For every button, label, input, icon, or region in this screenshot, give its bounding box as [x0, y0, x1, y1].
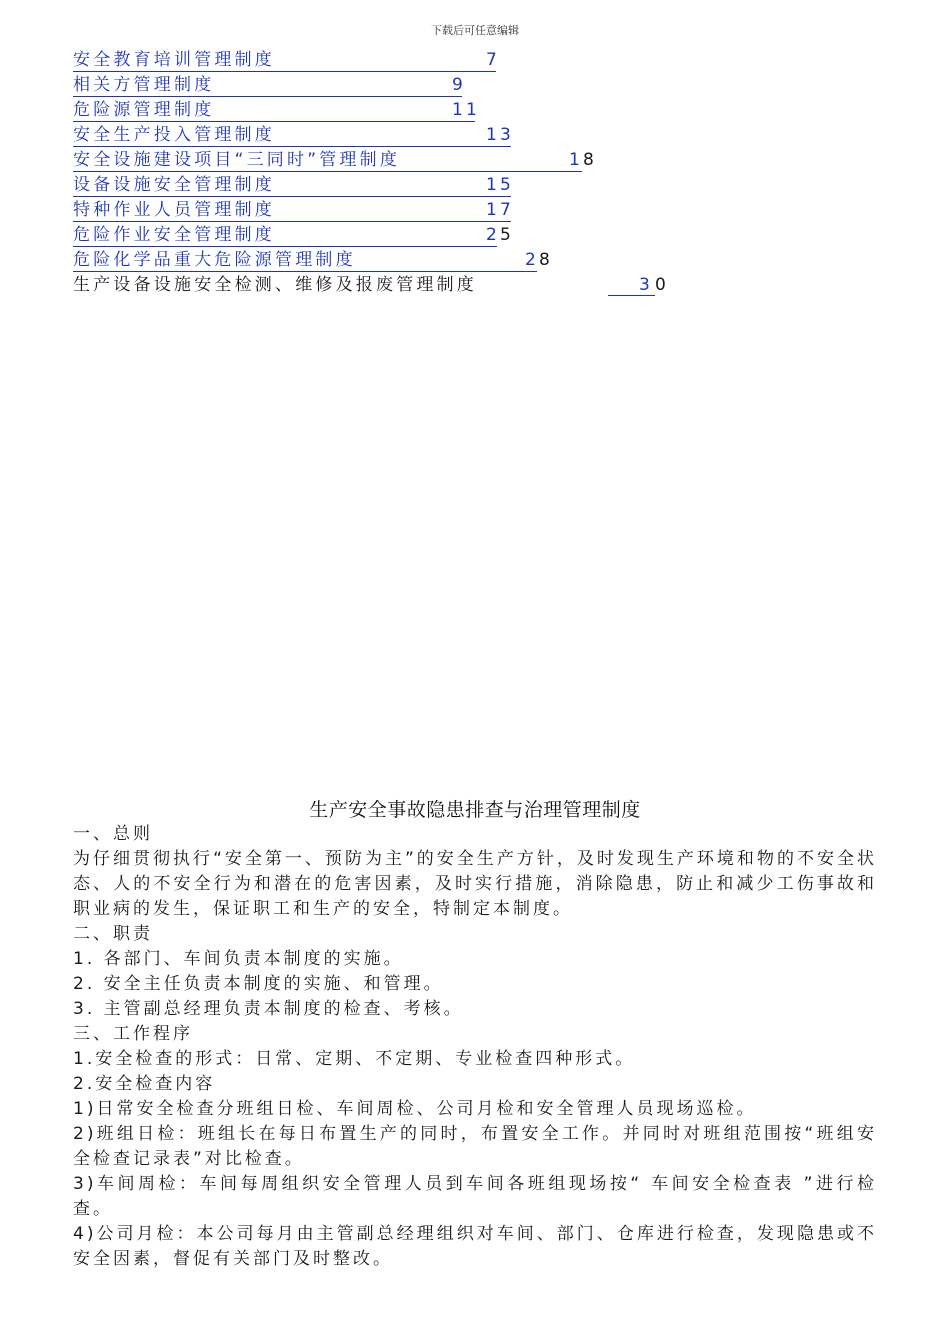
toc-link[interactable]: 安全设施建设项目“三同时”管理制度	[73, 150, 582, 172]
toc-entry[interactable]	[73, 100, 893, 125]
toc-page-number[interactable]: 9	[452, 75, 467, 95]
toc-link[interactable]: 危险源管理制度	[73, 100, 475, 122]
toc-link[interactable]: 危险作业安全管理制度	[73, 225, 497, 247]
toc-page-number[interactable]: 13	[486, 125, 515, 145]
list-item: 3)车间周检：车间每周组织安全管理人员到车间各班组现场按“ 车间安全检查表 ”进行检查。	[73, 1174, 877, 1219]
list-item: 1.安全检查的形式：日常、定期、不定期、专业检查四种形式。	[73, 1049, 636, 1069]
toc-entry[interactable]	[73, 150, 893, 175]
document-body	[73, 822, 877, 1272]
list-item: 1)日常安全检查分班组日检、车间周检、公司月检和安全管理人员现场巡检。	[73, 1099, 757, 1119]
list-item: 2. 安全主任负责本制度的实施、和管理。	[73, 974, 444, 994]
list-item: 1. 各部门、车间负责本制度的实施。	[73, 949, 404, 969]
list-item: 2)班组日检：班组长在每日布置生产的同时，布置安全工作。并同时对班组范围按“班组安全检查记录表”对比检查。	[73, 1124, 877, 1169]
toc-link[interactable]: 设备设施安全管理制度	[73, 175, 511, 197]
toc-link[interactable]: 相关方管理制度	[73, 75, 462, 97]
toc-entry[interactable]	[73, 275, 893, 300]
toc-entry[interactable]	[73, 175, 893, 200]
toc-page-number[interactable]: 15	[486, 175, 515, 195]
section-heading: 一、总则	[73, 824, 153, 844]
toc-page-number[interactable]: 1	[569, 150, 584, 170]
list-item: 3. 主管副总经理负责本制度的检查、考核。	[73, 999, 464, 1019]
list-item: 2.安全检查内容	[73, 1074, 216, 1094]
toc-link[interactable]: 特种作业人员管理制度	[73, 200, 511, 222]
toc-entry[interactable]	[73, 50, 893, 75]
toc-entry[interactable]	[73, 200, 893, 225]
toc-page-number-tail: 8	[583, 150, 594, 170]
section-heading: 二、职责	[73, 924, 153, 944]
toc-entry[interactable]	[73, 250, 893, 275]
toc-page-number-tail: 8	[539, 250, 550, 270]
toc-entry[interactable]	[73, 125, 893, 150]
toc-page-number[interactable]: 2	[486, 225, 501, 245]
toc-entry-text: 生产设备设施安全检测、维修及报废管理制度	[73, 275, 477, 295]
toc-entry[interactable]	[73, 225, 893, 250]
document-title: 生产安全事故隐患排查与治理管理制度	[309, 799, 641, 821]
header-note: 下载后可任意编辑	[431, 24, 519, 37]
paragraph: 为仔细贯彻执行“安全第一、预防为主”的安全生产方针，及时发现生产环境和物的不安全状态、人的不安全行为和潜在的危害因素，及时实行措施，消除隐患，防止和减少工伤事故和职业病的发生，保证职工和生产的安全，特制定本制度。	[73, 849, 877, 919]
toc-page-number[interactable]: 3	[608, 275, 655, 296]
toc-page-number[interactable]: 11	[452, 100, 481, 120]
toc-link[interactable]: 安全教育培训管理制度	[73, 50, 496, 72]
section-heading: 三、工作程序	[73, 1024, 193, 1044]
toc-page-number[interactable]: 2	[525, 250, 540, 270]
toc-link[interactable]: 危险化学品重大危险源管理制度	[73, 250, 537, 272]
list-item: 4)公司月检：本公司每月由主管副总经理组织对车间、部门、仓库进行检查，发现隐患或不安全因素，督促有关部门及时整改。	[73, 1224, 877, 1269]
toc-page-number[interactable]: 7	[486, 50, 501, 70]
toc-page-number[interactable]: 17	[486, 200, 515, 220]
toc-page-number-tail: 0	[655, 275, 666, 295]
toc-link[interactable]: 安全生产投入管理制度	[73, 125, 511, 147]
toc-page-number-tail: 5	[500, 225, 511, 245]
table-of-contents	[73, 50, 893, 300]
toc-entry[interactable]	[73, 75, 893, 100]
